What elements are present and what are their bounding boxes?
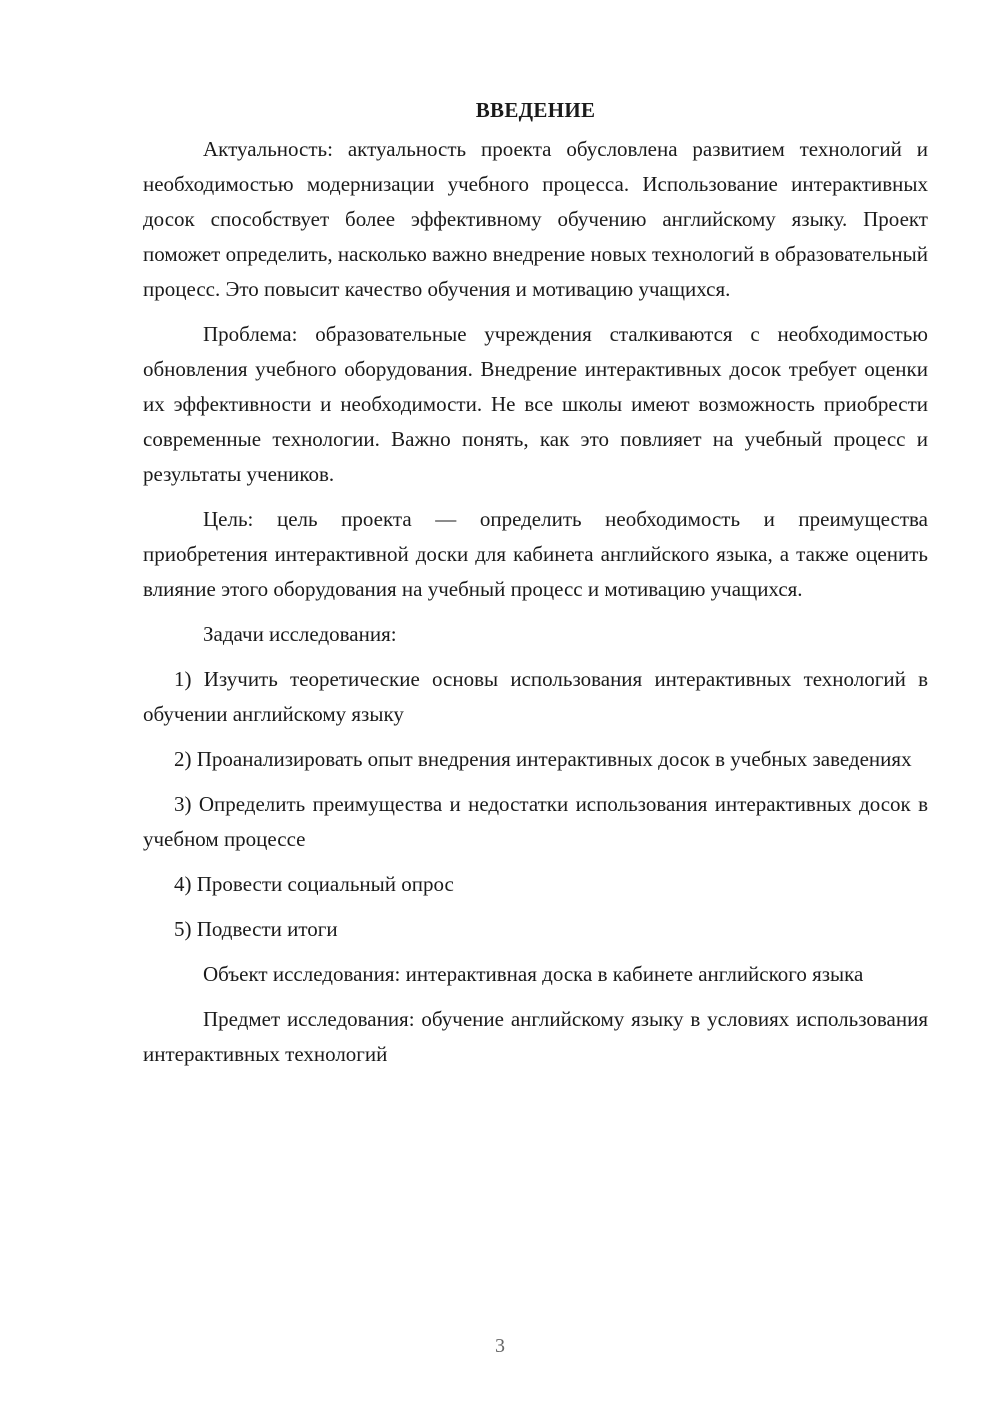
- list-item: 3) Определить преимущества и недостатки использования интерактивных досок в учебном процессе: [143, 792, 928, 851]
- list-item: 4) Провести социальный опрос: [174, 872, 454, 896]
- relevance-paragraph: Актуальность: актуальность проекта обусловлена развитием технологий и необходимостью модернизации учебного процесса. Использование интерактивных досок способствует более эффективному обучению английскому языку. Проект поможет определить, насколько важно внедрение новых технологий в образовательный процесс. Это повысит качество обучения и мотивацию учащихся.: [143, 137, 928, 301]
- subject-paragraph: Предмет исследования: обучение английскому языку в условиях использования интерактивных технологий: [143, 1007, 928, 1066]
- list-item: 1) Изучить теоретические основы использования интерактивных технологий в обучении английскому языку: [143, 667, 928, 726]
- list-item: 2) Проанализировать опыт внедрения интерактивных досок в учебных заведениях: [174, 747, 912, 771]
- goal-paragraph: Цель: цель проекта — определить необходимость и преимущества приобретения интерактивной доски для кабинета английского языка, а также оценить влияние этого оборудования на учебный процесс и мотивацию учащихся.: [143, 507, 928, 601]
- list-item: 5) Подвести итоги: [174, 917, 338, 941]
- tasks-list: [143, 662, 928, 947]
- problem-paragraph: Проблема: образовательные учреждения сталкиваются с необходимостью обновления учебного оборудования. Внедрение интерактивных досок требует оценки их эффективности и необходимости. Не все школы имеют возможность приобрести современные технологии. Важно понять, как это повлияет на учебный процесс и результаты учеников.: [143, 322, 928, 486]
- tasks-heading: Задачи исследования:: [203, 622, 397, 646]
- object-paragraph: Объект исследования: интерактивная доска в кабинете английского языка: [203, 962, 864, 986]
- page-number: 3: [495, 1335, 505, 1357]
- page-content: [143, 93, 928, 1082]
- page-title: ВВЕДЕНИЕ: [475, 98, 596, 122]
